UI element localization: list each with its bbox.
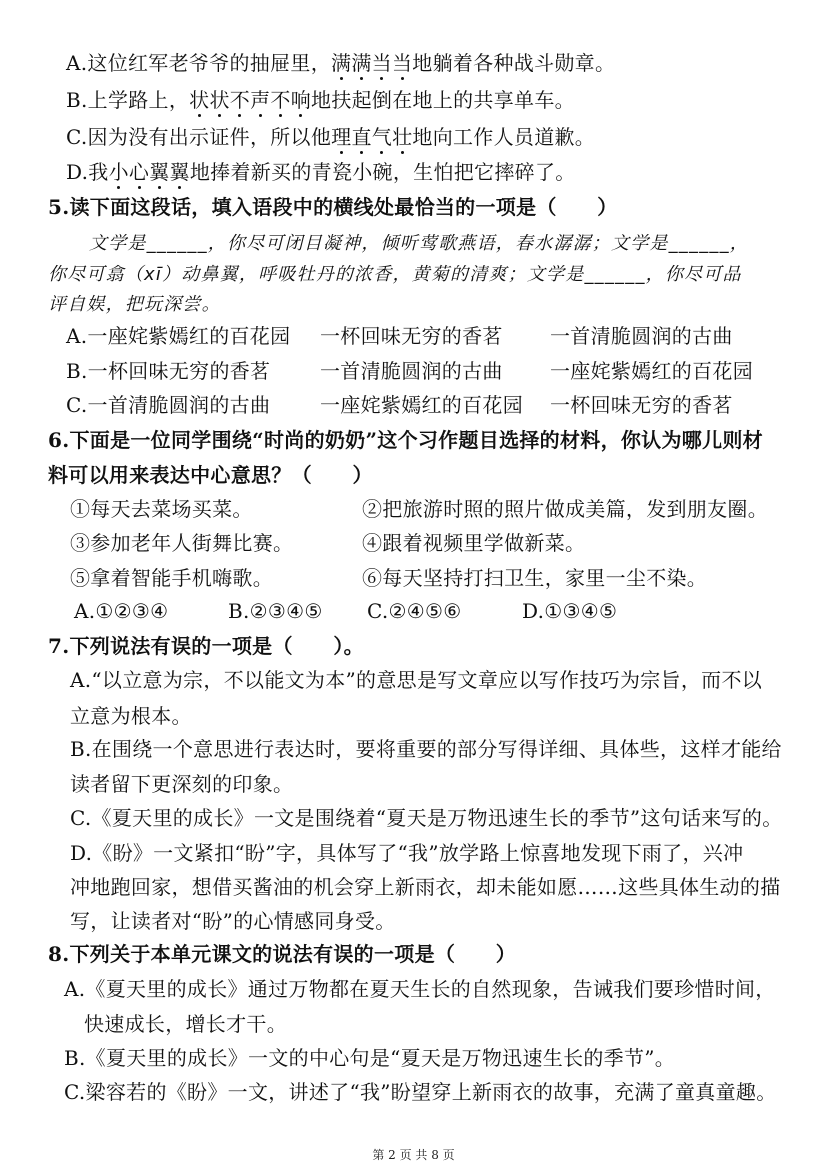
q6-item-1: ①每天去菜场买菜。: [70, 497, 253, 521]
q5-option-b-p2: 一首清脆圆润的古曲: [320, 359, 503, 383]
q6-title-line-2: 料可以用来表达中心意思？（ ）: [48, 463, 373, 487]
q6-title-line-1: 6.下面是一位同学围绕“时尚的奶奶”这个习作题目选择的材料，你认为哪儿则材: [48, 428, 763, 452]
page-number: 第 2 页 共 8 页: [372, 1148, 455, 1162]
q5-option-c-p3: 一杯回味无穷的香茗: [550, 393, 733, 417]
q5-option-a-p1: A.一座姹紫嫣红的百花园: [66, 324, 291, 348]
q4-option-a: A.这位红军老爷爷的抽屉里，满满当当地躺着各种战斗勋章。: [66, 51, 616, 75]
q7-line-6: D.《盼》一文紧扣“盼”字，具体写了“我”放学路上惊喜地发现下雨了，兴冲: [70, 841, 744, 865]
q7-line-7: 冲地跑回家，想借买酱油的机会穿上新雨衣，却未能如愿……这些具体生动的描: [70, 875, 781, 899]
q6-answer-d: D.①③④⑤: [522, 599, 618, 623]
q5-option-c-p1: C.一首清脆圆润的古曲: [66, 393, 271, 417]
q8-title: 8.下列关于本单元课文的说法有误的一项是（ ）: [48, 942, 517, 966]
q8-line-1: A.《夏天里的成长》通过万物都在夏天生长的自然现象，告诫我们要珍惜时间，: [64, 977, 776, 1001]
dotted-emphasis: 状状不声不响: [189, 88, 312, 112]
q4-option-d: D.我小心翼翼地捧着新买的青瓷小碗，生怕把它摔碎了。: [66, 160, 576, 184]
q7-line-8: 写，让读者对“盼”的心情感同身受。: [70, 909, 396, 933]
q7-line-3: B.在围绕一个意思进行表达时，要将重要的部分写得详细、具体些，这样才能给: [70, 737, 782, 761]
q6-answer-c: C.②④⑤⑥: [367, 599, 462, 623]
q5-passage-line-2: 你尽可翕（xī）动鼻翼，呼吸牡丹的浓香，黄菊的清爽；文学是______，你尽可品: [48, 264, 742, 285]
q6-answer-a: A.①②③④: [74, 599, 169, 623]
q7-title: 7.下列说法有误的一项是（ ）。: [48, 634, 364, 658]
q6-answer-b: B.②③④⑤: [228, 599, 323, 623]
q5-title: 5.读下面这段话，填入语段中的横线处最恰当的一项是（ ）: [48, 195, 618, 219]
q8-line-4: C.梁容若的《盼》一文，讲述了“我”盼望穿上新雨衣的故事，充满了童真童趣。: [64, 1080, 777, 1104]
dotted-emphasis: 理直气壮: [331, 125, 413, 149]
q5-option-c-p2: 一座姹紫嫣红的百花园: [320, 393, 523, 417]
q8-line-2: 快速成长，增长才干。: [84, 1012, 287, 1036]
q6-item-2: ②把旅游时照的照片做成美篇，发到朋友圈。: [362, 497, 768, 521]
q7-line-5: C.《夏天里的成长》一文是围绕着“夏天是万物迅速生长的季节”这句话来写的。: [70, 806, 783, 830]
q5-option-a-p3: 一首清脆圆润的古曲: [550, 324, 733, 348]
q5-passage-line-3: 评自娱，把玩深尝。: [48, 294, 221, 315]
q7-line-2: 立意为根本。: [70, 704, 192, 728]
q8-line-3: B.《夏天里的成长》一文的中心句是“夏天是万物迅速生长的季节”。: [64, 1046, 676, 1070]
q4-option-b: B.上学路上，状状不声不响地扶起倒在地上的共享单车。: [66, 88, 575, 112]
q5-option-b-p1: B.一杯回味无穷的香茗: [66, 359, 271, 383]
q6-item-5: ⑤拿着智能手机嗨歌。: [70, 566, 273, 590]
q5-passage-line-1: 文学是______，你尽可闭目凝神，倾听莺歌燕语，春水潺潺；文学是______，: [89, 233, 749, 254]
q4-option-c: C.因为没有出示证件，所以他理直气壮地向工作人员道歉。: [66, 125, 596, 149]
q6-item-6: ⑥每天坚持打扫卫生，家里一尘不染。: [362, 566, 708, 590]
q5-option-b-p3: 一座姹紫嫣红的百花园: [550, 359, 753, 383]
q5-option-a-p2: 一杯回味无穷的香茗: [320, 324, 503, 348]
dotted-emphasis: 小心翼翼: [108, 160, 190, 184]
q6-item-4: ④跟着视频里学做新菜。: [362, 531, 586, 555]
q6-item-3: ③参加老年人街舞比赛。: [70, 531, 294, 555]
q7-line-1: A.“以立意为宗，不以能文为本”的意思是写文章应以写作技巧为宗旨，而不以: [70, 668, 763, 692]
dotted-emphasis: 满满当当: [331, 51, 413, 75]
q7-line-4: 读者留下更深刻的印象。: [70, 772, 294, 796]
